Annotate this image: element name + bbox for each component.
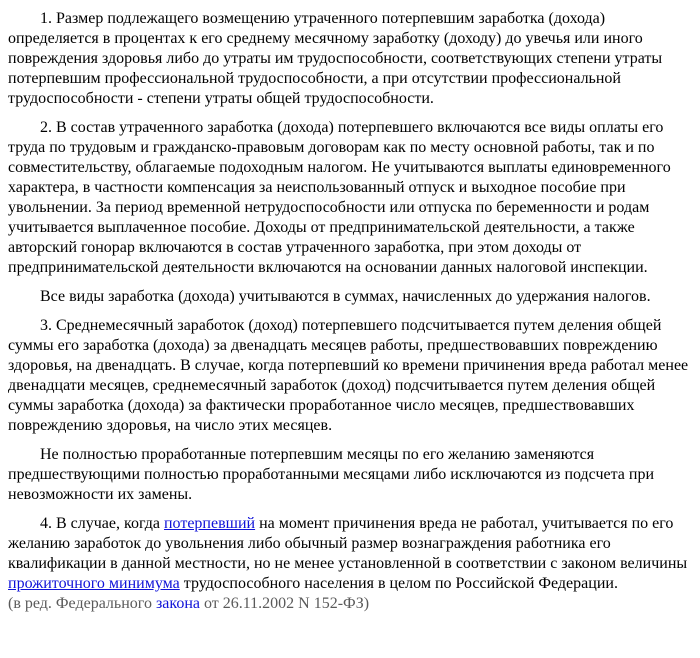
link-prozhitochnogo-minimuma[interactable]: прожиточного минимума: [8, 575, 180, 592]
amendment-note-text-after: от 26.11.2002 N 152-ФЗ): [199, 595, 370, 612]
paragraph-3: Все виды заработка (дохода) учитываются в суммах, начисленных до удержания налогов.: [40, 288, 651, 305]
paragraph-4: 3. Среднемесячный заработок (доход) потерпевшего подсчитывается путем деления общей суммы его заработка (дохода) за двенадцать месяцев работы, предшествовавших повреждению здоровья, на двенадцать. В случае, когда потерпевший ко времени причинения вреда работал менее двенадцати месяцев, среднемесячный заработок (доход) подсчитывается путем деления общей суммы заработка (дохода) за фактически проработанное число месяцев, предшествовавших повреждению здоровья, на число этих месяцев.: [8, 317, 689, 434]
paragraph-2: 2. В состав утраченного заработка (дохода) потерпевшего включаются все виды оплаты его труда по трудовым и гражданско-правовым договорам как по месту основной работы, так и по совместительству, облагаемые подоходным налогом. Не учитываются выплаты единовременного характера, в частности компенсация за неиспользованный отпуск и выходное пособие при увольнении. За период временной нетрудоспособности или отпуска по беременности и родам учитывается выплаченное пособие. Доходы от предпринимательской деятельности, а также авторский гонорар включаются в состав утраченного заработка, при этом доходы от предпринимательской деятельности включаются на основании данных налоговой инспекции.: [8, 119, 671, 276]
link-poterpevshiy[interactable]: потерпевший: [163, 515, 256, 532]
paragraph-5: Не полностью проработанные потерпевшим месяцы по его желанию заменяются предшествующими полностью проработанными месяцами либо исключаются из подсчета при невозможности их замены.: [8, 446, 655, 503]
paragraph-6-text-after: трудоспособного населения в целом по Российской Федерации.: [179, 575, 618, 592]
amendment-note: [8, 594, 692, 614]
paragraph-6-text-middle: на момент причинения вреда не работал, учитывается по его желанию заработок до увольнения либо обычный размер вознаграждения работника его квалификации в данной местности, но не менее установленной в соответствии с законом величины: [8, 515, 688, 572]
paragraph-1: 1. Размер подлежащего возмещению утраченного потерпевшим заработка (дохода) определяется в процентах к его среднему месячному заработку (доходу) до увечья или иного повреждения здоровья либо до утраты им трудоспособности, соответствующих степени утраты потерпевшим профессиональной трудоспособности, а при отсутствии профессиональной трудоспособности - степени утраты общей трудоспособности.: [8, 10, 663, 107]
link-zakona[interactable]: закона: [155, 595, 200, 612]
paragraph-6: [8, 514, 692, 594]
amendment-note-text-before: (в ред. Федерального: [8, 595, 156, 612]
paragraph-6-text-before: 4. В случае, когда: [40, 515, 164, 532]
